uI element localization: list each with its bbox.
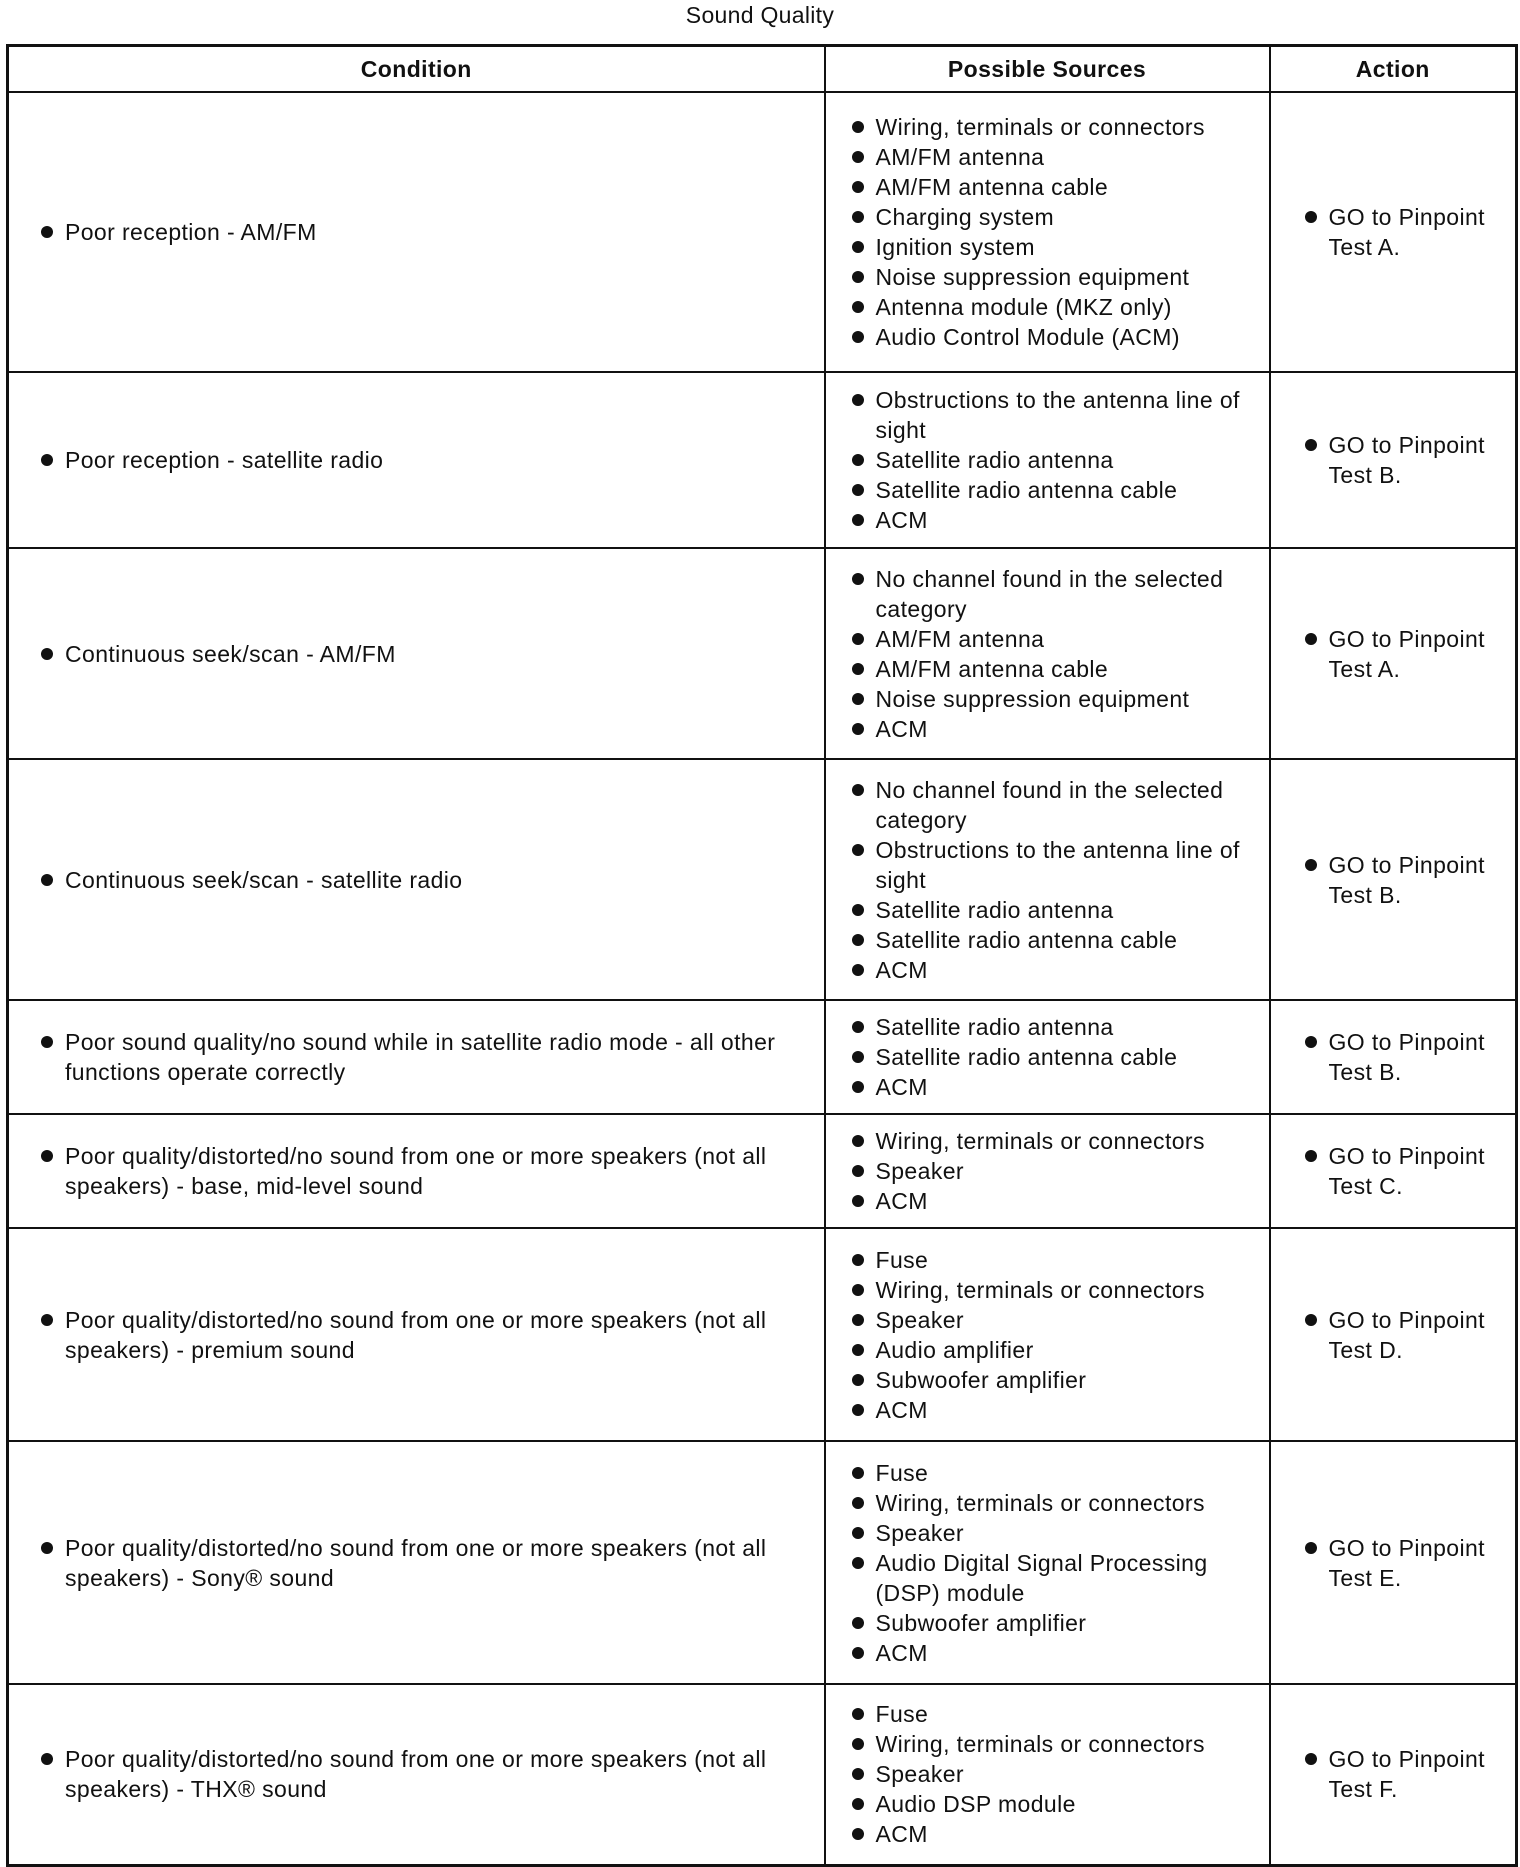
source-item: Subwoofer amplifier [838,1608,1257,1638]
action-text: GO to Pinpoint Test B. [1283,850,1504,910]
possible-sources-cell [825,548,1270,759]
source-item: ACM [838,1186,1257,1216]
source-item: Satellite radio antenna cable [838,925,1257,955]
action-cell [1270,1684,1517,1865]
sources-list [838,1126,1257,1216]
source-item: ACM [838,1072,1257,1102]
condition-cell [8,1684,825,1865]
source-item: Audio amplifier [838,1335,1257,1365]
source-item: ACM [838,955,1257,985]
action-text: GO to Pinpoint Test F. [1283,1744,1504,1804]
source-item: Wiring, terminals or connectors [838,1275,1257,1305]
condition-list [21,1027,812,1087]
source-item: Audio Digital Signal Processing (DSP) module [838,1548,1257,1608]
table-caption: Sound Quality [685,2,835,28]
table-row [8,1441,1517,1684]
source-item: Obstructions to the antenna line of sight [838,835,1257,895]
possible-sources-cell [825,372,1270,548]
condition-cell [8,372,825,548]
source-item: Fuse [838,1458,1257,1488]
table-row [8,372,1517,548]
source-item: Subwoofer amplifier [838,1365,1257,1395]
source-item: AM/FM antenna [838,624,1257,654]
condition-list [21,865,812,895]
condition-cell [8,548,825,759]
table-row [8,1000,1517,1114]
source-item: Satellite radio antenna [838,445,1257,475]
possible-sources-cell [825,1000,1270,1114]
source-item: ACM [838,1638,1257,1668]
condition-text: Poor quality/distorted/no sound from one or more speakers (not all speakers) - premium sound [21,1305,812,1365]
condition-text: Continuous seek/scan - AM/FM [21,639,812,669]
sources-list [838,564,1257,744]
condition-list [21,1305,812,1365]
table-row [8,1114,1517,1228]
condition-text: Poor quality/distorted/no sound from one or more speakers (not all speakers) - base, mid-level sound [21,1141,812,1201]
table-row [8,92,1517,372]
action-text: GO to Pinpoint Test A. [1283,202,1504,262]
condition-text: Continuous seek/scan - satellite radio [21,865,812,895]
action-list [1283,1744,1504,1804]
condition-text: Poor quality/distorted/no sound from one or more speakers (not all speakers) - THX® sound [21,1744,812,1804]
action-list [1283,202,1504,262]
condition-list [21,217,812,247]
source-item: Fuse [838,1245,1257,1275]
possible-sources-cell [825,92,1270,372]
action-cell [1270,372,1517,548]
header-possible-sources: Possible Sources [825,46,1270,93]
action-text: GO to Pinpoint Test B. [1283,430,1504,490]
possible-sources-cell [825,759,1270,1000]
sources-list [838,1012,1257,1102]
action-cell [1270,1228,1517,1441]
action-list [1283,1305,1504,1365]
action-cell [1270,759,1517,1000]
source-item: AM/FM antenna cable [838,654,1257,684]
source-item: Audio DSP module [838,1789,1257,1819]
source-item: Speaker [838,1156,1257,1186]
table-row [8,548,1517,759]
source-item: Wiring, terminals or connectors [838,1488,1257,1518]
source-item: Noise suppression equipment [838,262,1257,292]
source-item: Satellite radio antenna cable [838,475,1257,505]
source-item: ACM [838,1395,1257,1425]
sources-list [838,112,1257,352]
possible-sources-cell [825,1114,1270,1228]
condition-list [21,639,812,669]
source-item: Satellite radio antenna cable [838,1042,1257,1072]
possible-sources-cell [825,1441,1270,1684]
action-text: GO to Pinpoint Test E. [1283,1533,1504,1593]
source-item: Noise suppression equipment [838,684,1257,714]
condition-list [21,1533,812,1593]
condition-cell [8,1228,825,1441]
source-item: Charging system [838,202,1257,232]
condition-list [21,445,812,475]
table-body [8,92,1517,1865]
condition-cell [8,759,825,1000]
table-row [8,1684,1517,1865]
table-row [8,1228,1517,1441]
action-text: GO to Pinpoint Test D. [1283,1305,1504,1365]
sources-list [838,1699,1257,1849]
source-item: Ignition system [838,232,1257,262]
condition-list [21,1141,812,1201]
action-cell [1270,1000,1517,1114]
source-item: Audio Control Module (ACM) [838,322,1257,352]
possible-sources-cell [825,1228,1270,1441]
diagnosis-table [6,44,1518,1867]
source-item: Satellite radio antenna [838,895,1257,925]
condition-list [21,1744,812,1804]
action-list [1283,624,1504,684]
header-row [8,46,1517,93]
action-cell [1270,92,1517,372]
source-item: ACM [838,1819,1257,1849]
condition-cell [8,1441,825,1684]
action-list [1283,1027,1504,1087]
source-item: Wiring, terminals or connectors [838,1126,1257,1156]
source-item: Wiring, terminals or connectors [838,1729,1257,1759]
action-list [1283,430,1504,490]
source-item: AM/FM antenna [838,142,1257,172]
table-row [8,759,1517,1000]
action-text: GO to Pinpoint Test C. [1283,1141,1504,1201]
source-item: Antenna module (MKZ only) [838,292,1257,322]
condition-text: Poor reception - satellite radio [21,445,812,475]
source-item: Obstructions to the antenna line of sight [838,385,1257,445]
action-text: GO to Pinpoint Test B. [1283,1027,1504,1087]
condition-text: Poor sound quality/no sound while in satellite radio mode - all other functions operate correctly [21,1027,812,1087]
condition-cell [8,1000,825,1114]
action-cell [1270,1114,1517,1228]
action-list [1283,1533,1504,1593]
source-item: No channel found in the selected category [838,564,1257,624]
condition-text: Poor quality/distorted/no sound from one or more speakers (not all speakers) - Sony® sound [21,1533,812,1593]
sources-list [838,1458,1257,1668]
condition-text: Poor reception - AM/FM [21,217,812,247]
sources-list [838,385,1257,535]
sources-list [838,1245,1257,1425]
source-item: Fuse [838,1699,1257,1729]
action-text: GO to Pinpoint Test A. [1283,624,1504,684]
header-action: Action [1270,46,1517,93]
source-item: ACM [838,505,1257,535]
source-item: Speaker [838,1305,1257,1335]
sources-list [838,775,1257,985]
condition-cell [8,1114,825,1228]
action-list [1283,1141,1504,1201]
source-item: Speaker [838,1759,1257,1789]
source-item: Speaker [838,1518,1257,1548]
action-cell [1270,548,1517,759]
header-condition: Condition [8,46,825,93]
possible-sources-cell [825,1684,1270,1865]
condition-cell [8,92,825,372]
source-item: ACM [838,714,1257,744]
source-item: Wiring, terminals or connectors [838,112,1257,142]
source-item: Satellite radio antenna [838,1012,1257,1042]
action-list [1283,850,1504,910]
action-cell [1270,1441,1517,1684]
source-item: No channel found in the selected category [838,775,1257,835]
source-item: AM/FM antenna cable [838,172,1257,202]
